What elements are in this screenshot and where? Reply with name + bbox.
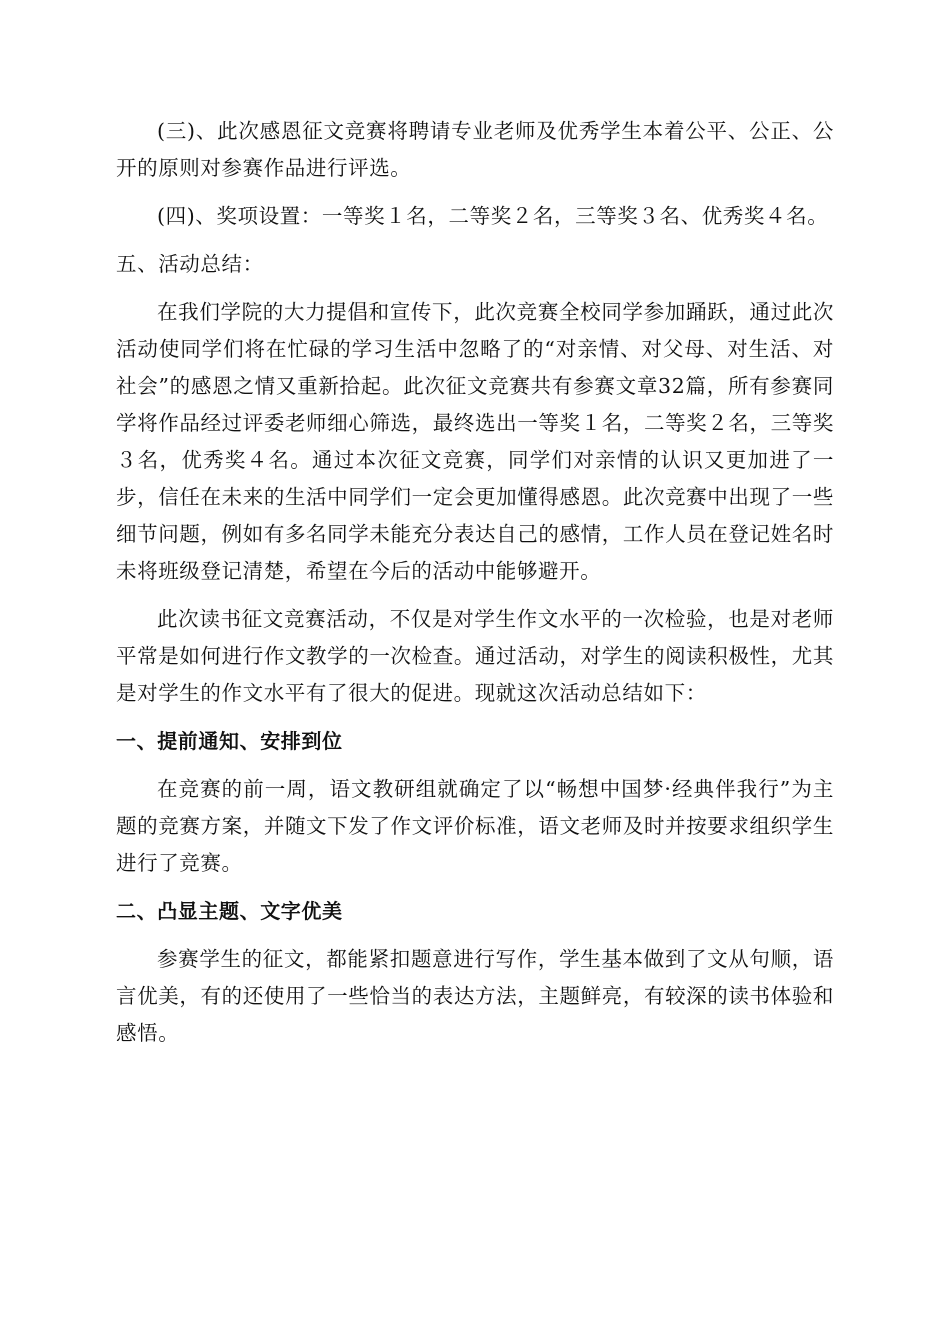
paragraph-judging: (三)、此次感恩征文竞赛将聘请专业老师及优秀学生本着公平、公正、公开的原则对参赛作品进行评选。 <box>116 119 834 180</box>
heading-advance-notice: 一、提前通知、安排到位 <box>116 729 343 753</box>
paragraph-theme: 参赛学生的征文，都能紧扣题意进行写作，学生基本做到了文从句顺，语言优美，有的还使用了一些恰当的表达方法，主题鲜亮，有较深的读书体验和感悟。 <box>116 947 834 1045</box>
paragraph-reading-contest: 此次读书征文竞赛活动，不仅是对学生作文水平的一次检验，也是对老师平常是如何进行作文教学的一次检查。通过活动，对学生的阅读积极性，尤其是对学生的作文水平有了很大的促进。现就这次活动总结如下： <box>116 607 834 705</box>
paragraph-awards: (四)、奖项设置：一等奖１名，二等奖２名，三等奖３名、优秀奖４名。 <box>157 204 829 228</box>
document-body <box>116 113 834 1063</box>
paragraph-summary: 在我们学院的大力提倡和宣传下，此次竞赛全校同学参加踊跃，通过此次活动使同学们将在忙碌的学习生活中忽略了的“对亲情、对父母、对生活、对社会”的感恩之情又重新拾起。此次征文竞赛共有参赛文章32篇，所有参赛同学将作品经过评委老师细心筛选，最终选出一等奖１名，二等奖２名，三等奖３名，优秀奖４名。通过本次征文竞赛，同学们对亲情的认识又更加进了一步，信任在未来的生活中同学们一定会更加懂得感恩。此次竞赛中出现了一些细节问题，例如有多名同学未能充分表达自己的感情，工作人员在登记姓名时未将班级登记清楚，希望在今后的活动中能够避开。 <box>116 300 834 583</box>
section-title-summary: 五、活动总结： <box>116 252 264 276</box>
paragraph-advance-notice: 在竞赛的前一周，语文教研组就确定了以“畅想中国梦·经典伴我行”为主题的竞赛方案，并随文下发了作文评价标准，语文老师及时并按要求组织学生进行了竞赛。 <box>116 777 834 875</box>
heading-theme: 二、凸显主题、文字优美 <box>116 899 343 923</box>
